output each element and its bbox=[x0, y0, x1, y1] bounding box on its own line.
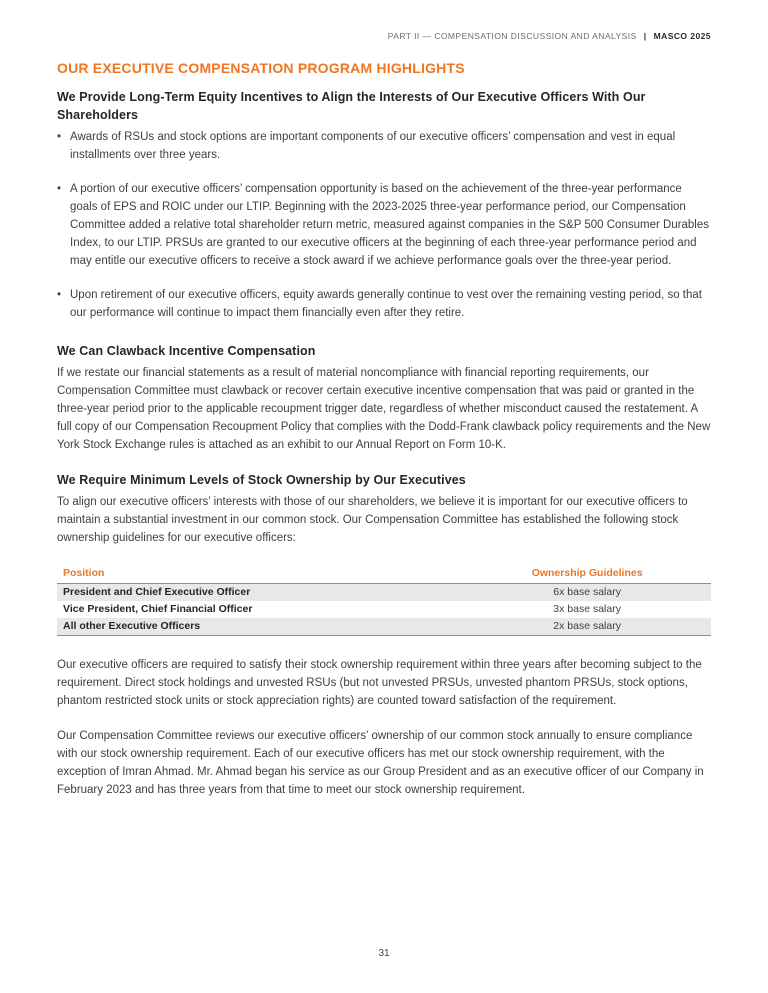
page-footer bbox=[0, 948, 768, 959]
table-body bbox=[57, 584, 711, 636]
bullet-text: Upon retirement of our executive officers, equity awards generally continue to vest over the remaining vesting period, so that our performance will continue to impact them financially even after they retire. bbox=[70, 289, 702, 319]
section-heading-equity: We Provide Long-Term Equity Incentives to Align the Interests of Our Executive Officers With Our Shareholders bbox=[57, 90, 646, 122]
paragraph: To align our executive officers’ interests with those of our shareholders, we believe it is important for our executive officers to maintain a substantial investment in our common stock. Our Compensation Committee has established the following stock ownership guidelines for our executive officers: bbox=[57, 496, 688, 544]
list-item bbox=[57, 128, 711, 164]
table-row bbox=[57, 618, 711, 636]
section-heading-ownership: We Require Minimum Levels of Stock Ownership by Our Executives bbox=[57, 473, 466, 487]
page-number: 31 bbox=[378, 948, 390, 959]
column-header-position: Position bbox=[57, 564, 463, 584]
position-cell: All other Executive Officers bbox=[57, 618, 463, 636]
guideline-cell: 6x base salary bbox=[553, 586, 621, 598]
section-heading-clawback: We Can Clawback Incentive Compensation bbox=[57, 344, 316, 358]
list-item bbox=[57, 180, 711, 270]
paragraph: Our Compensation Committee reviews our executive officers’ ownership of our common stock annually to ensure compliance with our stock ownership requirement. Each of our executive officers has met our stock ownership requirement, with the exception of Imran Ahmad. Mr. Ahmad began his service as our Group President and as an executive officer of our Company in February 2023 and has three years from that time to meet our stock ownership requirement. bbox=[57, 730, 704, 796]
column-header-guidelines: Ownership Guidelines bbox=[463, 564, 711, 584]
page-title: OUR EXECUTIVE COMPENSATION PROGRAM HIGHLIGHTS bbox=[57, 60, 465, 76]
ownership-guidelines-table bbox=[57, 564, 711, 636]
brand-title: MASCO 2025 bbox=[653, 31, 711, 41]
bullet-list bbox=[57, 128, 711, 322]
position-cell: Vice President, Chief Financial Officer bbox=[63, 603, 253, 615]
section-stock-ownership bbox=[57, 471, 711, 799]
bullet-icon: • bbox=[57, 289, 62, 301]
section-clawback bbox=[57, 342, 711, 454]
bullet-icon: • bbox=[57, 183, 62, 195]
table-header-row bbox=[57, 564, 711, 584]
table-header bbox=[57, 564, 711, 584]
bullet-icon: • bbox=[57, 131, 62, 143]
bullet-text: Awards of RSUs and stock options are important components of our executive officers’ compensation and vest in equal installments over three years. bbox=[70, 131, 676, 161]
table-row bbox=[57, 584, 711, 602]
list-item bbox=[57, 286, 711, 322]
header-divider: | bbox=[643, 31, 647, 41]
position-cell: President and Chief Executive Officer bbox=[63, 586, 251, 598]
bullet-text: A portion of our executive officers’ compensation opportunity is based on the achievement of the three-year performance goals of EPS and ROIC under our LTIP. Beginning with the 2023-2025 three-year performance period, our Compensation Committee added a relative total shareholder return metric, measured against companies in the S&P 500 Consumer Durables Index, to our LTIP. PRSUs are granted to our executive officers at the beginning of each three-year performance period and may entitle our executive officers to receive a stock award if we achieve performance goals over the three-year period. bbox=[70, 183, 710, 267]
table-row bbox=[57, 601, 711, 618]
section-equity-incentives bbox=[57, 88, 711, 322]
page-header bbox=[388, 31, 711, 41]
paragraph: If we restate our financial statements as a result of material noncompliance with financial reporting requirements, our Compensation Committee must clawback or recover certain executive incentive compensation that was paid or granted in the three-year period prior to the applicable recoupment trigger date, regardless of whether misconduct caused the restatement. A full copy of our Compensation Recoupment Policy that complies with the Dodd-Frank clawback policy requirements and the New York Stock Exchange rules is attached as an exhibit to our Annual Report on Form 10-K. bbox=[57, 367, 711, 451]
guideline-cell: 3x base salary bbox=[553, 603, 621, 615]
guideline-cell: 2x base salary bbox=[463, 618, 711, 636]
breadcrumb: PART II — COMPENSATION DISCUSSION AND ANALYSIS bbox=[387, 31, 637, 41]
paragraph: Our executive officers are required to satisfy their stock ownership requirement within three years after becoming subject to the requirement. Direct stock holdings and unvested RSUs (but not unvested PRSUs, unvested phantom PRSUs, stock options, phantom restricted stock units or stock appreciation rights) are counted toward satisfaction of the requirement. bbox=[57, 659, 702, 707]
